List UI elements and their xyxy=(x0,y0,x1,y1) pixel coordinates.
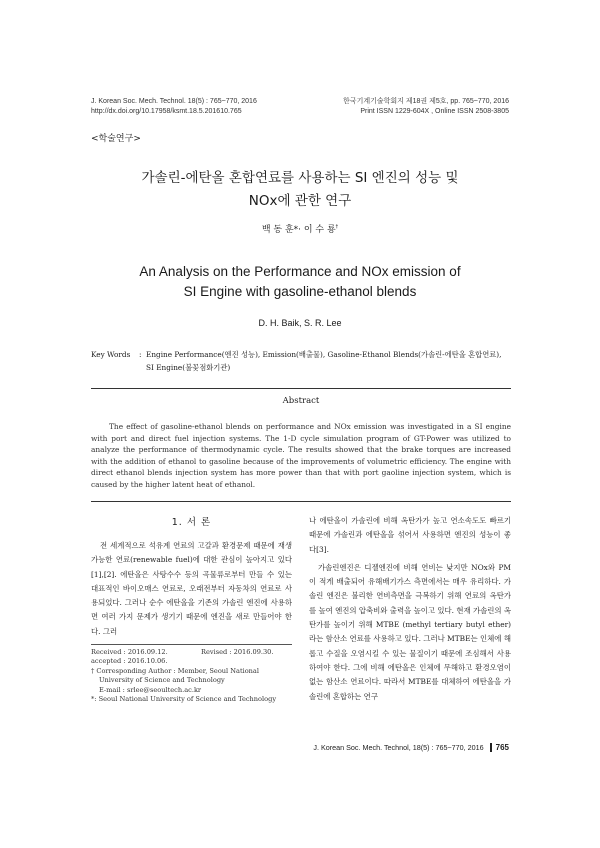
accepted-date: accepted : 2016.10.06. xyxy=(91,657,168,666)
journal-citation-korean: 한국기계기술학회지 제18권 제5호, pp. 765~770, 2016 xyxy=(343,98,509,105)
left-column xyxy=(91,514,292,639)
issn-line: Print ISSN 1229-604X , Online ISSN 2508-3805 xyxy=(360,108,509,115)
corresponding-mark: † xyxy=(335,224,339,230)
korean-title-line1: 가솔린-에탄올 혼합연료를 사용하는 SI 엔진의 성능 및 xyxy=(141,170,459,186)
corresponding-email[interactable]: E-mail : srlee@seoultech.ac.kr xyxy=(99,685,202,694)
journal-citation: J. Korean Soc. Mech. Technol. 18(5) : 765~770, 2016 xyxy=(91,98,257,105)
running-header-left xyxy=(91,97,257,117)
keywords-block xyxy=(91,348,511,374)
abstract-body: The effect of gasoline-ethanol blends on performance and NOx emission was investigated in a SI engine with port and direct fuel injection systems. The 1-D cycle simulation program of GT-Power was utilized to analyze the performance of thermodynamic cycle. The results showed that the brake torques are increased with the addition of ethanol to gasoline because of the improvements of volumetric efficiency. The engine with direct ethanol blends injection system has more power than that with port gaoline injection system, which is caused by the higher latent heat of ethanol. xyxy=(91,422,511,489)
doi-link[interactable]: http://dx.doi.org/10.17958/ksmt.18.5.201610.765 xyxy=(91,108,242,115)
keywords-text: Engine Performance(엔진 성능), Emission(배출물), Gasoline-Ethanol Blends(가솔린-에탄올 혼합연료), SI Engine(불꽃점화기관) xyxy=(146,350,502,372)
korean-author-names: 백 동 훈*· 이 수 룡 xyxy=(261,225,336,235)
corresponding-affiliation: University of Science and Technology xyxy=(99,676,225,685)
korean-title-line2: NOx에 관한 연구 xyxy=(248,193,352,209)
coauthor-affiliation: *: Seoul National University of Science and Technology xyxy=(91,695,277,704)
revised-date: Revised : 2016.09.30. xyxy=(201,648,274,656)
abstract-heading: Abstract xyxy=(282,396,320,406)
english-title-line2: SI Engine with gasoline-ethanol blends xyxy=(183,284,417,299)
right-column xyxy=(309,514,511,704)
abstract-bottom-rule xyxy=(91,501,511,502)
intro-paragraph-1: 전 세계적으로 석유계 연료의 고갈과 환경문제 때문에 재생 가능한 연료(renewable fuel)에 대한 관심이 높아지고 있다[1],[2]. 에탄올은 사탕수수 등의 곡물류로부터 만들 수 있는 대표적인 바이오매스 연료로, 오래전부터 자동차의 연료로 사용되었다. 그러나 순수 에탄올을 기존의 가솔린 엔진에 사용하면 여러 가지 문제가 생기기 때문에 엔진을 새로 만들어야 한다. 그러 xyxy=(91,541,292,636)
page-number: 765 xyxy=(490,743,509,752)
korean-title xyxy=(60,167,540,213)
intro-paragraph-1-continued: 나 에탄올이 가솔린에 비해 옥탄가가 높고 연소속도도 빠르기 때문에 가솔린과 에탄올을 섞어서 사용하면 엔진의 성능이 좋다[3]. xyxy=(309,516,511,554)
page-footer xyxy=(313,743,509,752)
english-title-line1: An Analysis on the Performance and NOx emission of xyxy=(139,264,461,279)
keywords-label: Key Words xyxy=(91,350,131,359)
abstract-top-rule xyxy=(91,388,511,389)
english-title xyxy=(60,262,540,302)
footnotes xyxy=(91,648,301,704)
running-header-right xyxy=(343,97,509,117)
korean-authors xyxy=(60,222,540,235)
corresponding-author: † Corresponding Author : Member, Seoul National xyxy=(91,666,259,675)
received-date: Received : 2016.09.12. xyxy=(91,648,168,656)
intro-paragraph-2: 가솔린엔진은 디젤엔진에 비해 연비는 낮지만 NOx와 PM이 적게 배출되어 유해배기가스 측면에서는 매우 유리하다. 가솔린 엔진은 불리한 연비측면을 극복하기 위해 연료의 옥탄가를 높여 엔진의 압축비와 출력을 높이고 있다. 현재 가솔린의 옥탄가를 높이기 위해 MTBE (methyl tertiary butyl ether)라는 함산소 연료를 사용하고 있다. 그러나 MTBE는 인체에 해롭고 수질을 오염시킬 수 있는 물질이기 때문에 조심해서 사용하여야 한다. 그에 비해 에탄올은 인체에 무해하고 환경오염이 없는 함산소 연료이다. 따라서 MTBE를 대체하여 에탄올을 가솔린에 혼합하는 연구 xyxy=(309,562,511,701)
article-category: <학술연구> xyxy=(91,134,141,144)
footer-citation: J. Korean Soc. Mech. Technol, 18(5) : 765~770, 2016 xyxy=(313,743,484,752)
english-authors: D. H. Baik, S. R. Lee xyxy=(258,318,342,328)
section-title-introduction: 1. 서 론 xyxy=(171,517,212,528)
dates-row xyxy=(91,648,301,657)
footnote-rule xyxy=(91,644,292,645)
keywords-separator: : xyxy=(139,350,142,359)
